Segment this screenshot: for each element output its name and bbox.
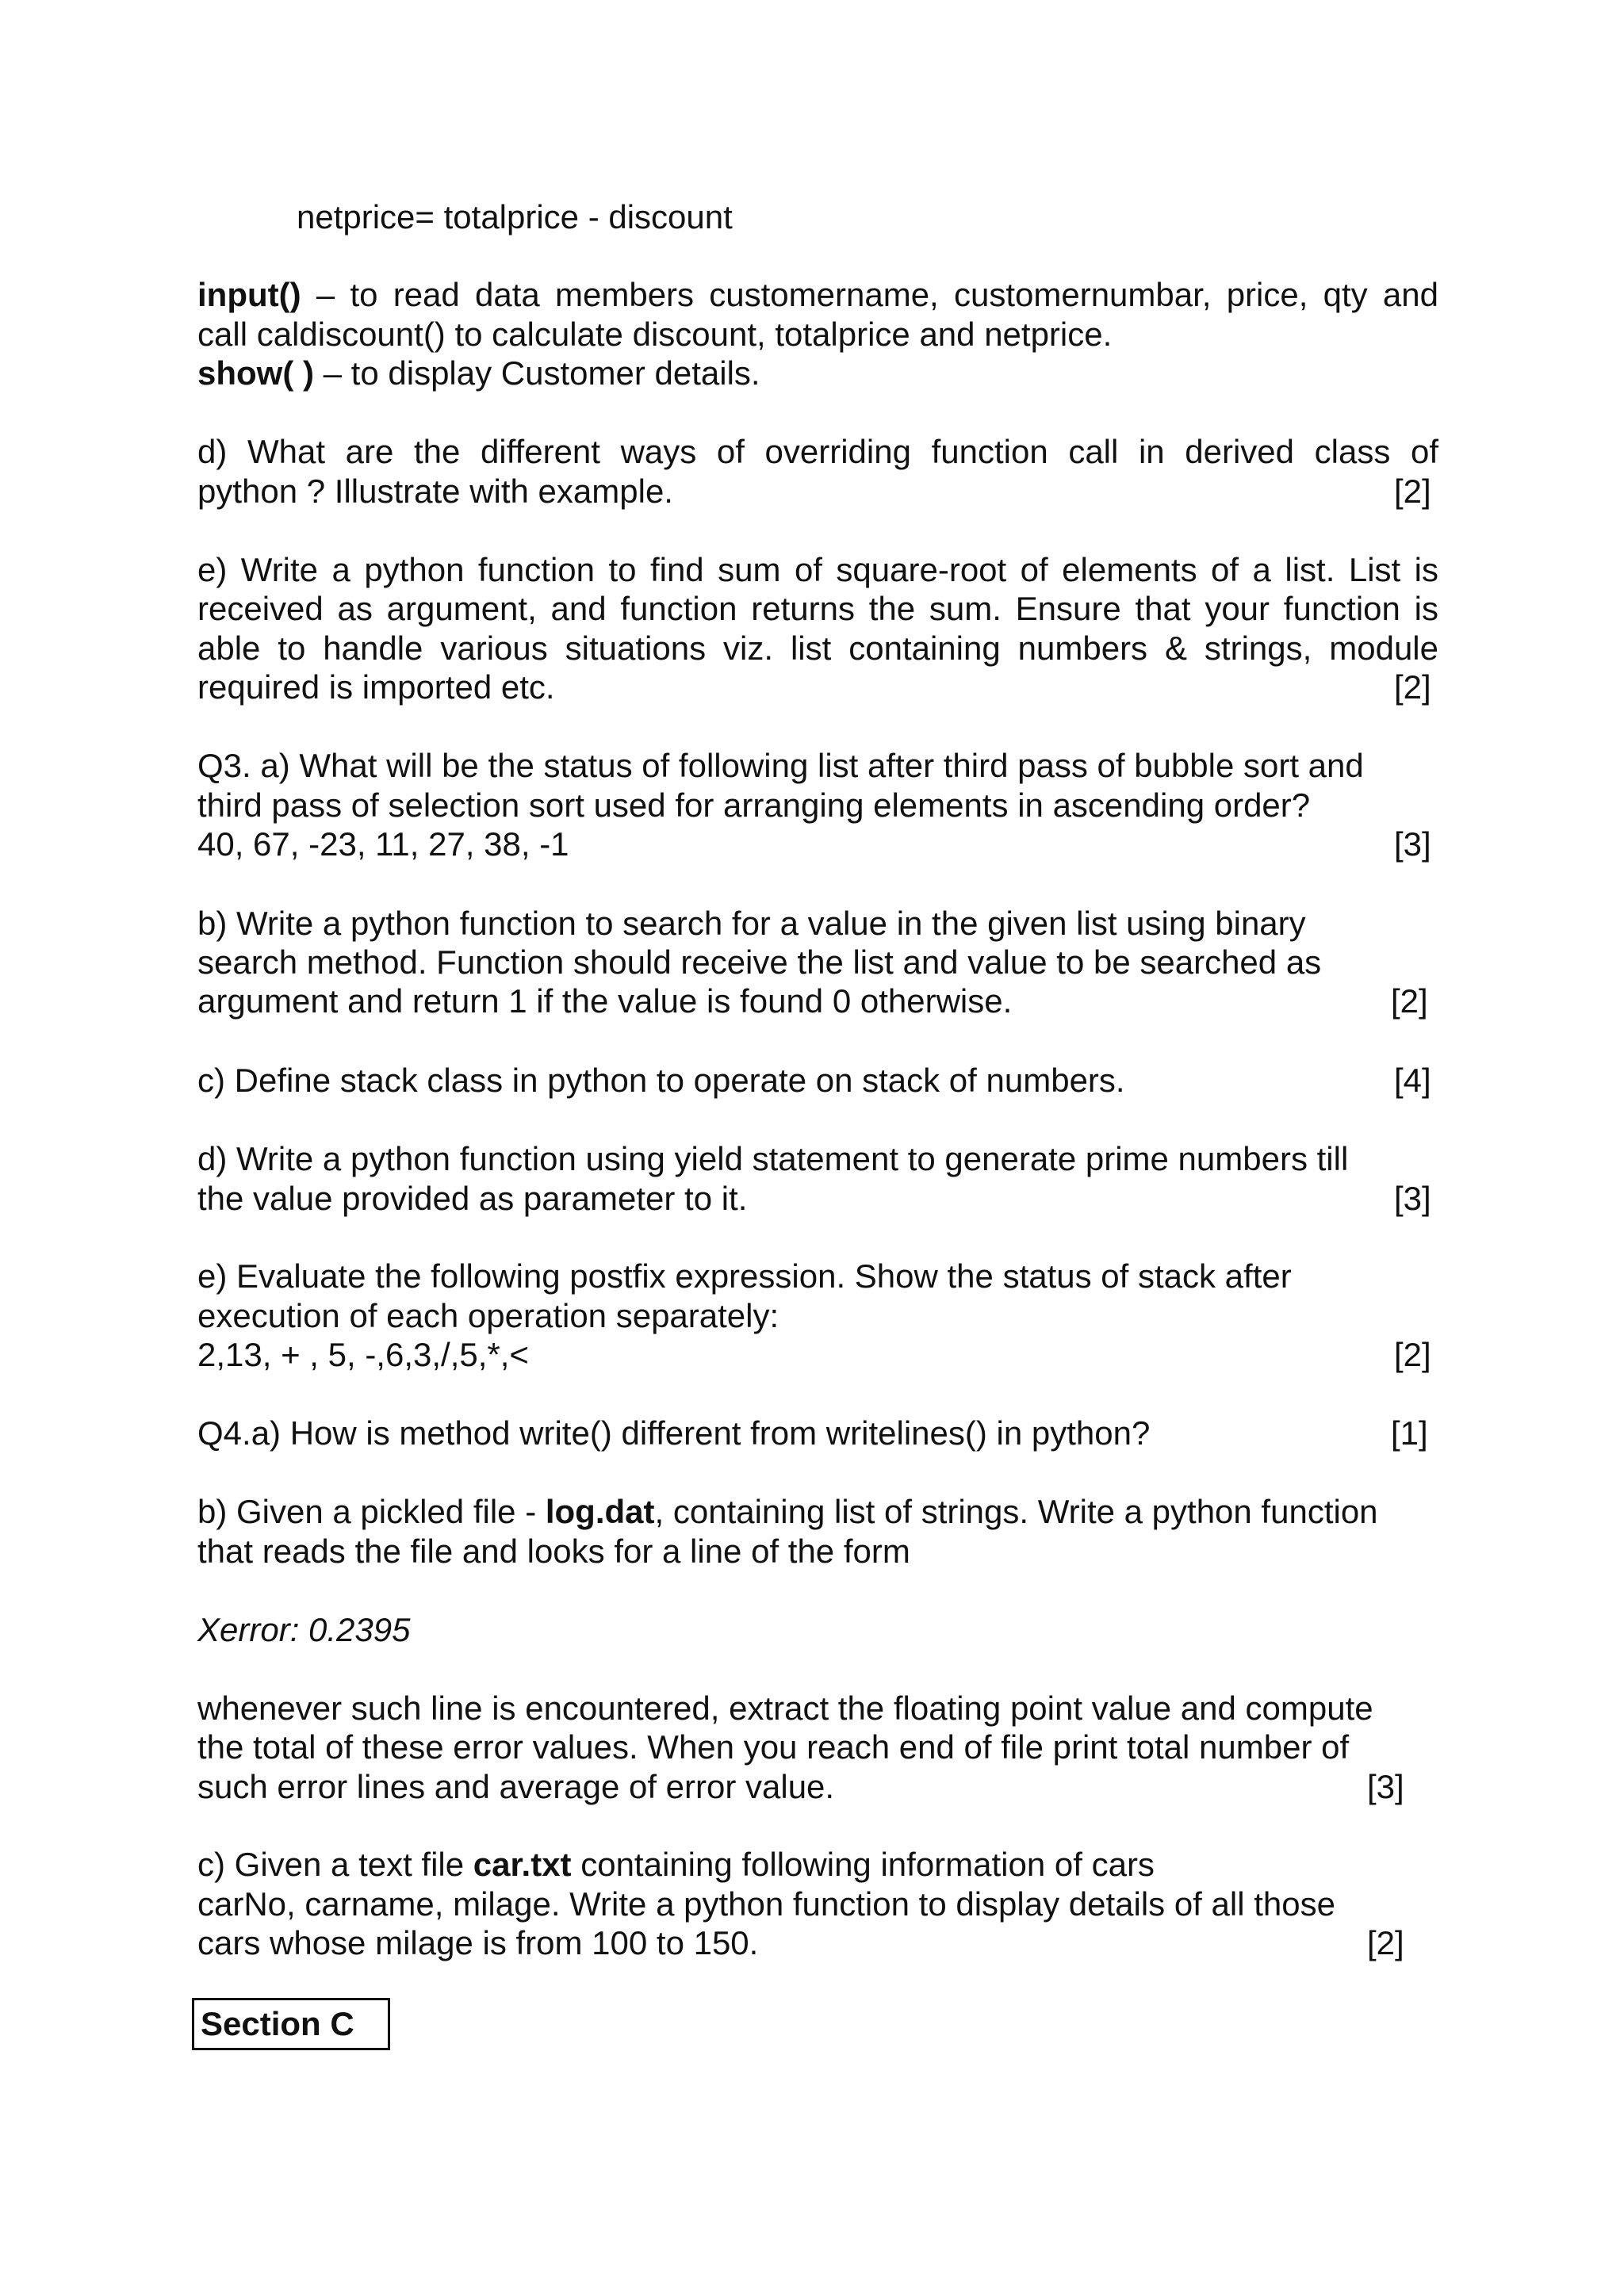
q3d-line2: the value provided as parameter to it.	[197, 1180, 748, 1217]
q3d-line1: d) Write a python function using yield statement to generate prime numbers till	[197, 1140, 1349, 1177]
netprice-formula: netprice= totalprice - discount	[297, 198, 733, 235]
q3e-marks: [2]	[1394, 1336, 1431, 1373]
q3b-line2: search method. Function should receive the list and value to be searched as	[197, 943, 1322, 981]
q3d-marks: [3]	[1394, 1180, 1431, 1217]
q3b-marks: [2]	[1391, 982, 1428, 1020]
q3e-line2: execution of each operation separately:	[197, 1297, 779, 1334]
section-c-label: Section C	[201, 2005, 354, 2042]
q4b-marks: [3]	[1367, 1768, 1404, 1805]
q3c-line1: c) Define stack class in python to operate on stack of numbers.	[197, 1062, 1125, 1099]
q2e-line4: required is imported etc.	[197, 668, 555, 706]
q4c-line3: cars whose milage is from 100 to 150.	[197, 1924, 759, 1961]
q4b-line1: b) Given a pickled file - log.dat, containing list of strings. Write a python function	[197, 1493, 1378, 1530]
input-method-description-cont: call caldiscount() to calculate discount, totalprice and netprice.	[197, 316, 1113, 353]
q2d-line2: python ? Illustrate with example.	[197, 473, 673, 510]
q2d-line1: d) What are the different ways of overriding function call in derived class of	[197, 433, 1438, 470]
q2d-marks: [2]	[1394, 473, 1431, 510]
q4a-marks: [1]	[1391, 1414, 1428, 1452]
input-method-name: input()	[197, 276, 301, 313]
q2e-marks: [2]	[1394, 668, 1431, 706]
car-txt-filename: car.txt	[473, 1846, 572, 1883]
q4b-line3: whenever such line is encountered, extract the floating point value and compute	[197, 1689, 1373, 1727]
q2e-line1: e) Write a python function to find sum of square-root of elements of a list. List is	[197, 551, 1438, 588]
log-dat-filename: log.dat	[545, 1493, 655, 1530]
q4b-line2: that reads the file and looks for a line of the form	[197, 1533, 910, 1570]
q4b-example-line: Xerror: 0.2395	[197, 1611, 411, 1648]
q4c-line2: carNo, carname, milage. Write a python function to display details of all those	[197, 1885, 1335, 1923]
q3a-list: 40, 67, -23, 11, 27, 38, -1	[197, 825, 569, 863]
q3a-line1: Q3. a) What will be the status of following list after third pass of bubble sort and	[197, 747, 1364, 784]
show-method-description: show( ) – to display Customer details.	[197, 354, 760, 392]
q3c-marks: [4]	[1394, 1062, 1431, 1099]
q3b-line3: argument and return 1 if the value is found 0 otherwise.	[197, 982, 1013, 1020]
section-c-heading	[192, 1998, 390, 2050]
q3e-expression: 2,13, + , 5, -,6,3,/,5,*,<	[197, 1336, 529, 1373]
q3e-line1: e) Evaluate the following postfix expression. Show the status of stack after	[197, 1257, 1292, 1295]
q4a-line1: Q4.a) How is method write() different from writelines() in python?	[197, 1414, 1151, 1452]
q3a-marks: [3]	[1394, 825, 1431, 863]
input-method-description: input() – to read data members customername, customernumbar, price, qty and	[197, 276, 1438, 313]
q4b-line5: such error lines and average of error value.	[197, 1768, 835, 1805]
q2e-line2: received as argument, and function returns the sum. Ensure that your function is	[197, 590, 1438, 627]
q3b-line1: b) Write a python function to search for a value in the given list using binary	[197, 905, 1306, 942]
q4c-marks: [2]	[1367, 1924, 1404, 1961]
q2e-line3: able to handle various situations viz. list containing numbers & strings, module	[197, 629, 1438, 667]
q4b-line4: the total of these error values. When you reach end of file print total number of	[197, 1728, 1350, 1766]
show-method-name: show( )	[197, 354, 314, 392]
q3a-line2: third pass of selection sort used for arranging elements in ascending order?	[197, 786, 1311, 824]
question-page	[197, 0, 1438, 2296]
q4c-line1: c) Given a text file car.txt containing following information of cars	[197, 1846, 1155, 1883]
